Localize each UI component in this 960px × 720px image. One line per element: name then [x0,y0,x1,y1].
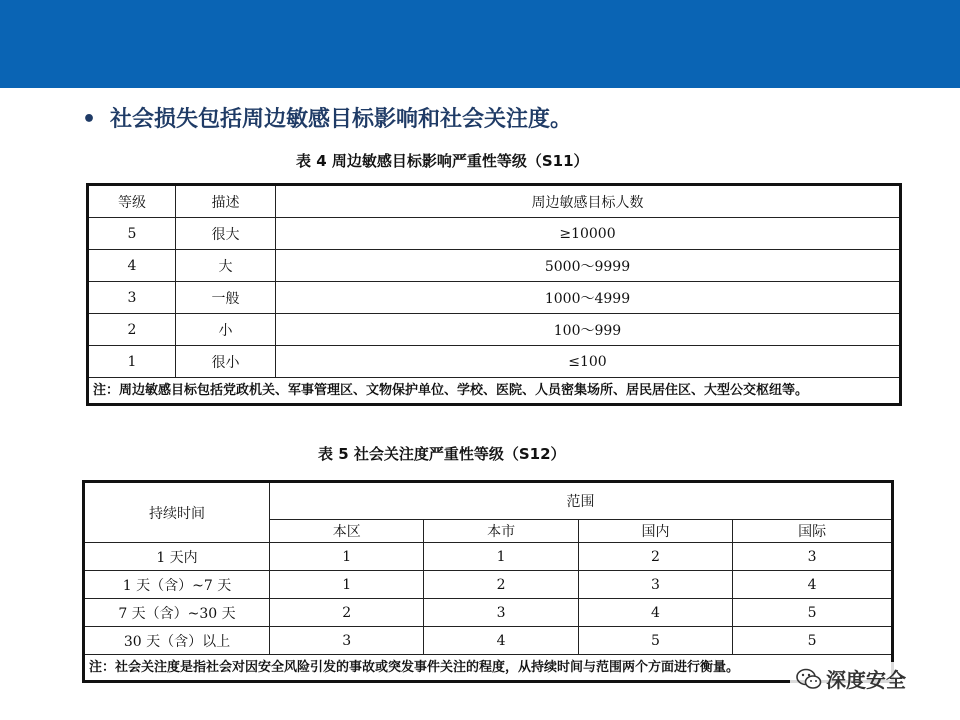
table-row [84,627,893,655]
table-note: 注：社会关注度是指社会对因安全风险引发的事故或突发事件关注的程度，从持续时间与范围两个方面进行衡量。 [84,655,893,682]
table-cell: 5 [733,627,893,655]
duration-header: 持续时间 [84,482,270,543]
table5-caption: 表 5 社会关注度严重性等级（S12） [318,445,566,463]
table-row [84,571,893,599]
table-cell: 5 [733,599,893,627]
table-note: 注：周边敏感目标包括党政机关、军事管理区、文物保护单位、学校、医院、人员密集场所、居民居住区、大型公交枢纽等。 [88,378,901,405]
table-cell: 7 天（含）~30 天 [84,599,270,627]
wechat-icon [796,666,822,692]
table-cell: 1 [270,571,424,599]
table-cell: 很小 [176,346,276,378]
table-row [84,543,893,571]
table-cell: 大 [176,250,276,282]
header-cell: 等级 [88,185,176,218]
table-cell: 3 [733,543,893,571]
header-cell: 国际 [733,520,893,543]
table-cell: 1 天内 [84,543,270,571]
table4-caption: 表 4 周边敏感目标影响严重性等级（S11） [296,152,589,170]
table-row [88,250,901,282]
table-cell: 2 [88,314,176,346]
table-cell: 1 [424,543,578,571]
header-cell: 周边敏感目标人数 [276,185,901,218]
watermark [790,662,912,695]
table-cell: 2 [270,599,424,627]
table-cell: 5000～9999 [276,250,901,282]
header-cell: 国内 [578,520,732,543]
table-cell: 3 [424,599,578,627]
table-cell: ≤100 [276,346,901,378]
table-cell: 5 [578,627,732,655]
table-cell: 4 [733,571,893,599]
table-cell: 5 [88,218,176,250]
table-header-row [84,482,893,520]
table-cell: 1 [270,543,424,571]
table-cell: 1 天（含）~7 天 [84,571,270,599]
table-cell: 一般 [176,282,276,314]
table-row [88,282,901,314]
table-cell: 30 天（含）以上 [84,627,270,655]
table-header-row [88,185,901,218]
scope-header: 范围 [270,482,893,520]
table-cell: ≥10000 [276,218,901,250]
table-cell: 100～999 [276,314,901,346]
table-cell: 3 [88,282,176,314]
header-cell: 描述 [176,185,276,218]
header-banner [0,0,960,88]
table-cell: 4 [424,627,578,655]
table-cell: 2 [424,571,578,599]
table-cell: 很大 [176,218,276,250]
table-note-row [84,655,893,682]
table-row [84,599,893,627]
bullet-point [82,102,572,133]
table-note-row [88,378,901,405]
bullet-text: 社会损失包括周边敏感目标影响和社会关注度。 [110,107,573,132]
table-cell: 4 [88,250,176,282]
table-cell: 1000～4999 [276,282,901,314]
table-row [88,218,901,250]
table-cell: 4 [578,599,732,627]
table-row [88,346,901,378]
table-sensitive-targets [86,183,902,406]
table-social-attention [82,480,894,683]
header-cell: 本市 [424,520,578,543]
table-cell: 小 [176,314,276,346]
table-cell: 2 [578,543,732,571]
header-cell: 本区 [270,520,424,543]
table-cell: 3 [578,571,732,599]
table-cell: 3 [270,627,424,655]
table-cell: 1 [88,346,176,378]
bullet-icon: • [82,107,97,132]
table-row [88,314,901,346]
watermark-text: 深度安全 [826,668,906,692]
